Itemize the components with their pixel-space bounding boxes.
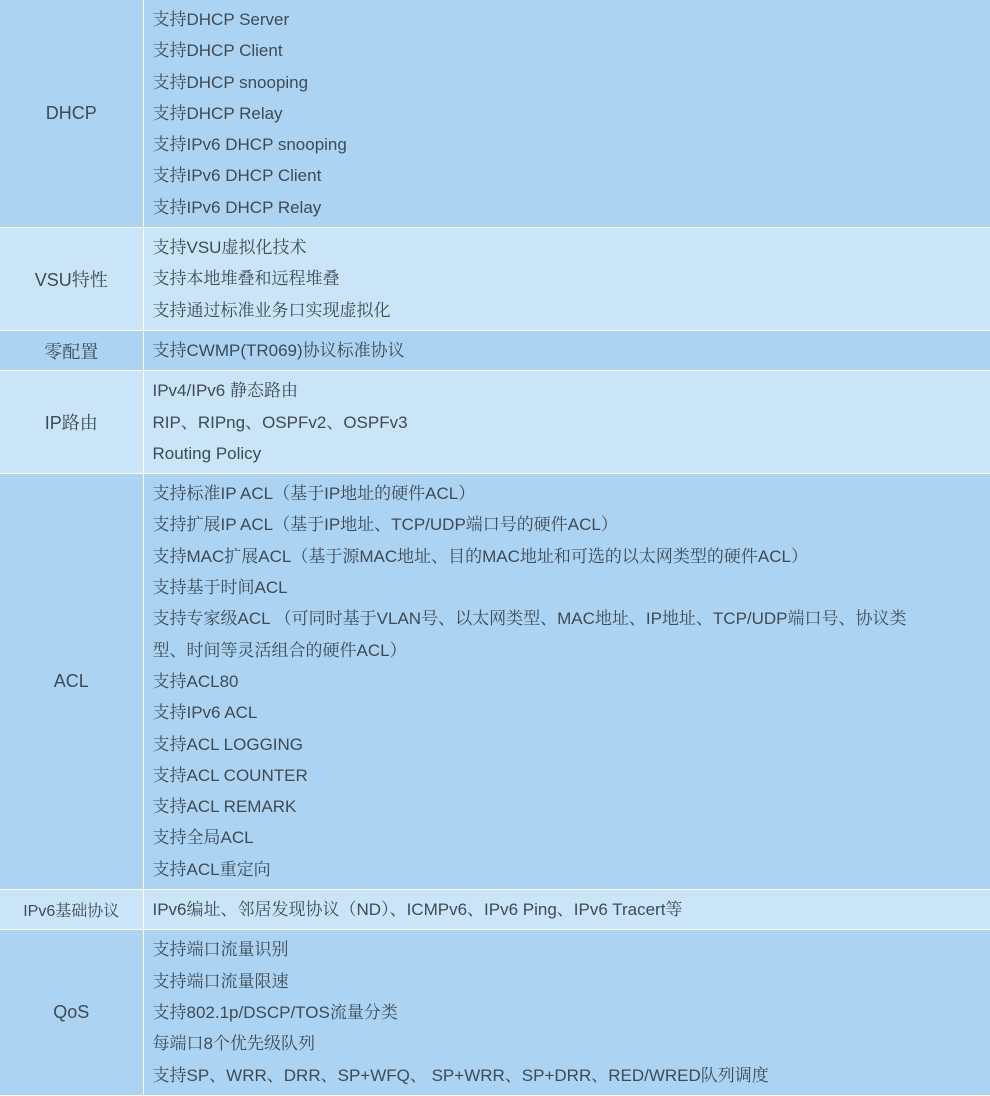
feature-item: 支持全局ACL [153,822,990,853]
feature-item: 支持ACL COUNTER [153,760,990,791]
feature-item: 支持基于时间ACL [153,572,990,603]
feature-item: 支持专家级ACL （可同时基于VLAN号、以太网类型、MAC地址、IP地址、TCP/UDP端口号、协议类 [153,603,990,634]
features-cell [143,890,990,930]
row-ip-routing [0,371,990,474]
feature-item: 支持端口流量识别 [153,934,990,965]
feature-item: 支持IPv6 ACL [153,697,990,728]
category-cell: QoS [0,930,143,1095]
feature-item: 支持ACL LOGGING [153,729,990,760]
feature-item: RIP、RIPng、OSPFv2、OSPFv3 [153,407,990,438]
feature-item: 支持802.1p/DSCP/TOS流量分类 [153,997,990,1028]
feature-item: 支持CWMP(TR069)协议标准协议 [153,335,990,366]
feature-item: 支持通过标准业务口实现虚拟化 [153,295,990,326]
feature-item: 支持标准IP ACL（基于IP地址的硬件ACL） [153,478,990,509]
row-zero-config [0,330,990,370]
features-cell [143,474,990,890]
feature-item: Routing Policy [153,438,990,469]
row-ipv6-basic [0,890,990,930]
feature-item: 支持IPv6 DHCP Client [153,160,990,191]
feature-item: IPv4/IPv6 静态路由 [153,375,990,406]
feature-item: 支持DHCP Server [153,4,990,35]
row-dhcp [0,0,990,228]
feature-item: 支持IPv6 DHCP Relay [153,192,990,223]
feature-item: 支持DHCP snooping [153,67,990,98]
feature-item: 支持ACL REMARK [153,791,990,822]
feature-item: 型、时间等灵活组合的硬件ACL） [153,635,990,666]
category-cell: IP路由 [0,371,143,474]
category-cell: DHCP [0,0,143,228]
features-cell [143,228,990,331]
row-qos [0,930,990,1095]
features-cell [143,330,990,370]
row-acl [0,474,990,890]
feature-item: 支持VSU虚拟化技术 [153,232,990,263]
feature-item: 支持ACL80 [153,666,990,697]
feature-item: 支持IPv6 DHCP snooping [153,129,990,160]
features-cell [143,0,990,228]
feature-item: 支持DHCP Client [153,35,990,66]
features-cell [143,371,990,474]
category-cell: VSU特性 [0,228,143,331]
feature-item: 支持本地堆叠和远程堆叠 [153,263,990,294]
features-cell [143,930,990,1095]
feature-item: 每端口8个优先级队列 [153,1028,990,1059]
feature-item: 支持MAC扩展ACL（基于源MAC地址、目的MAC地址和可选的以太网类型的硬件ACL） [153,541,990,572]
feature-item: 支持ACL重定向 [153,854,990,885]
feature-item: 支持扩展IP ACL（基于IP地址、TCP/UDP端口号的硬件ACL） [153,509,990,540]
category-cell: 零配置 [0,330,143,370]
category-cell: IPv6基础协议 [0,890,143,930]
feature-item: IPv6编址、邻居发现协议（ND）、ICMPv6、IPv6 Ping、IPv6 Tracert等 [153,894,990,925]
feature-item: 支持DHCP Relay [153,98,990,129]
feature-item: 支持端口流量限速 [153,966,990,997]
feature-item: 支持SP、WRR、DRR、SP+WFQ、 SP+WRR、SP+DRR、RED/WRED队列调度 [153,1060,990,1091]
category-cell: ACL [0,474,143,890]
row-vsu [0,228,990,331]
